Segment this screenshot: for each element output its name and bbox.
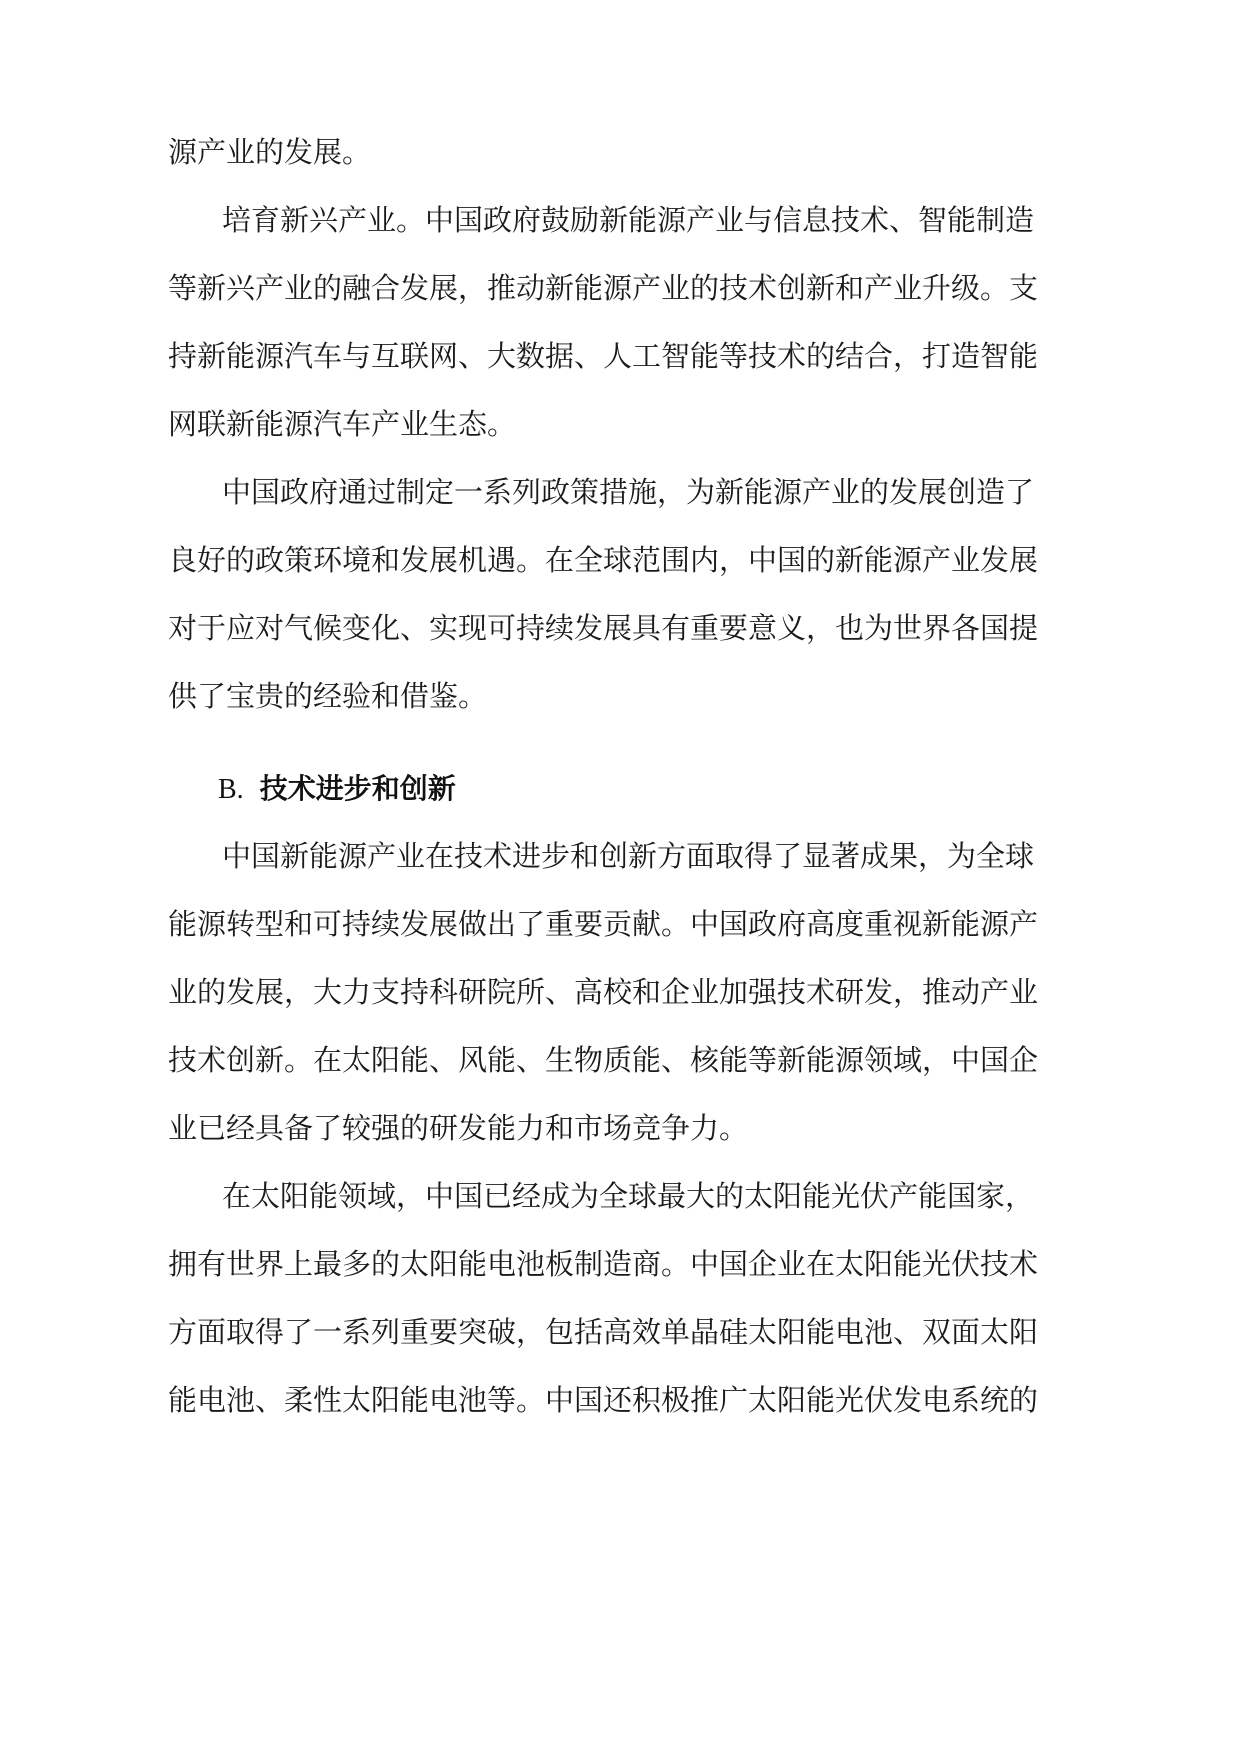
- section-title: 技术进步和创新: [259, 772, 456, 805]
- paragraph-line: 等新兴产业的融合发展，推动新能源产业的技术创新和产业升级。支: [168, 271, 1039, 305]
- section-heading: [218, 764, 918, 814]
- paragraph-line: 技术创新。在太阳能、风能、生物质能、核能等新能源领域，中国企: [168, 1043, 1039, 1077]
- paragraph-line: 能电池、柔性太阳能电池等。中国还积极推广太阳能光伏发电系统的: [168, 1383, 1039, 1417]
- paragraph-line: 能源转型和可持续发展做出了重要贡献。中国政府高度重视新能源产: [168, 907, 1039, 941]
- paragraph-line: 中国政府通过制定一系列政策措施，为新能源产业的发展创造了: [222, 475, 1035, 509]
- paragraph-line: 供了宝贵的经验和借鉴。: [168, 679, 488, 713]
- paragraph-line: 业已经具备了较强的研发能力和市场竞争力。: [168, 1111, 749, 1145]
- paragraph-line: 良好的政策环境和发展机遇。在全球范围内，中国的新能源产业发展: [168, 543, 1039, 577]
- paragraph-line: 业的发展，大力支持科研院所、高校和企业加强技术研发，推动产业: [168, 975, 1039, 1009]
- paragraph-line: 拥有世界上最多的太阳能电池板制造商。中国企业在太阳能光伏技术: [168, 1247, 1039, 1281]
- paragraph-line: 方面取得了一系列重要突破，包括高效单晶硅太阳能电池、双面太阳: [168, 1315, 1039, 1349]
- paragraph-line: 中国新能源产业在技术进步和创新方面取得了显著成果，为全球: [222, 839, 1035, 873]
- paragraph-line: 培育新兴产业。中国政府鼓励新能源产业与信息技术、智能制造: [222, 203, 1035, 237]
- paragraph-line: 持新能源汽车与互联网、大数据、人工智能等技术的结合，打造智能: [168, 339, 1039, 373]
- paragraph-line: 源产业的发展。: [168, 135, 372, 169]
- paragraph-line: 网联新能源汽车产业生态。: [168, 407, 517, 441]
- paragraph-line: 对于应对气候变化、实现可持续发展具有重要意义，也为世界各国提: [168, 611, 1039, 645]
- section-number: B.: [218, 774, 244, 805]
- paragraph-line: 在太阳能领域，中国已经成为全球最大的太阳能光伏产能国家，: [222, 1179, 1035, 1213]
